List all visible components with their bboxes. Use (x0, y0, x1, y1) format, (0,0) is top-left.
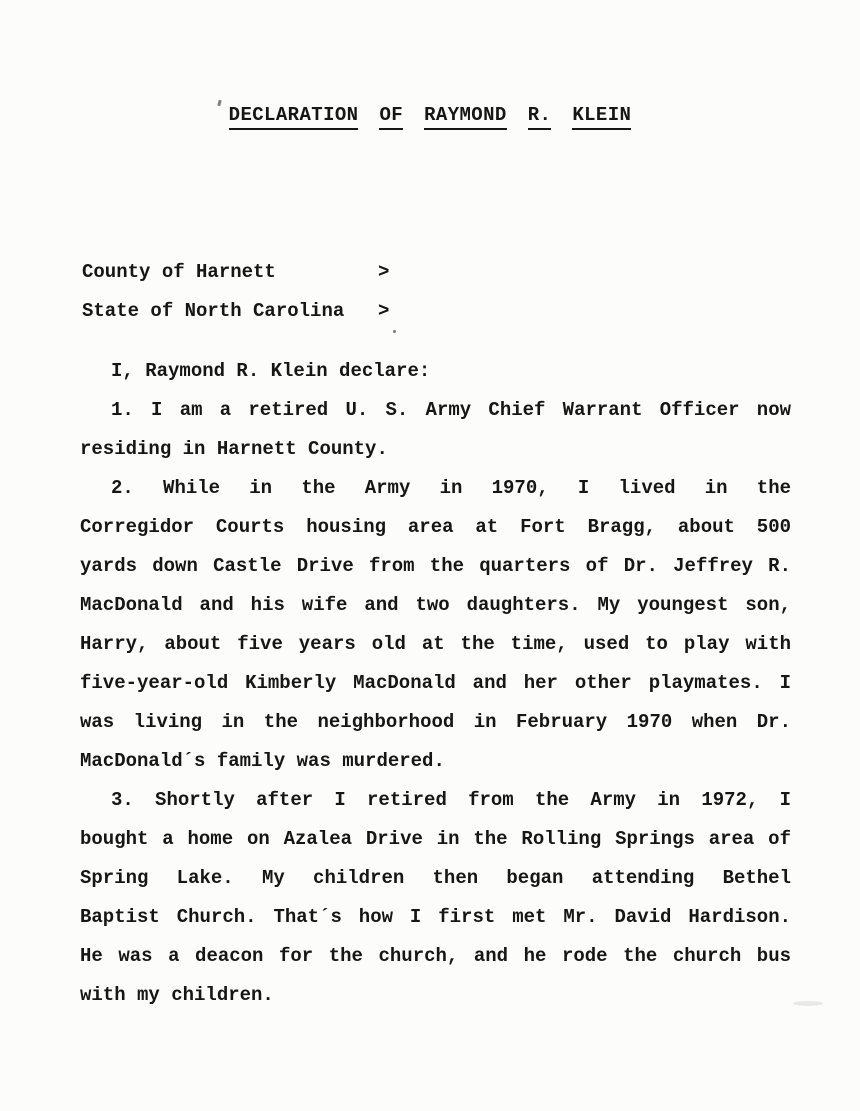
venue-state-text: State of North Carolina (82, 300, 345, 322)
body-line-p3-2: bought a home on Azalea Drive in the Rolling Springs area of (80, 828, 791, 850)
body-line-p2-3: yards down Castle Drive from the quarters of Dr. Jeffrey R. (80, 555, 791, 577)
title-word: R. (528, 104, 552, 130)
body-line-p1-1: 1. I am a retired U. S. Army Chief Warrant Officer now (111, 399, 791, 421)
body-line-p3-1: 3. Shortly after I retired from the Army in 1972, I (111, 789, 791, 811)
title-word: RAYMOND (424, 104, 507, 130)
venue-block (82, 253, 793, 331)
venue-line-state (82, 292, 793, 331)
body-line-p3-4: Baptist Church. That´s how I first met Mr. David Hardison. (80, 906, 791, 928)
body-line-p2-7: was living in the neighborhood in February 1970 when Dr. (80, 711, 791, 733)
body-line-p2-6: five-year-old Kimberly MacDonald and her other playmates. I (80, 672, 791, 694)
body-line-p2-5: Harry, about five years old at the time, used to play with (80, 633, 791, 655)
title-word: OF (379, 104, 403, 130)
body-line-p2-4: MacDonald and his wife and two daughters. My youngest son, (80, 594, 791, 616)
scan-smudge (793, 1001, 823, 1006)
body-line-declare-intro: I, Raymond R. Klein declare: (111, 360, 431, 382)
venue-county-text: County of Harnett (82, 261, 276, 283)
body-line-p2-1: 2. While in the Army in 1970, I lived in the (111, 477, 791, 499)
venue-bracket: > (378, 261, 390, 283)
body-line-p3-5: He was a deacon for the church, and he rode the church bus (80, 945, 791, 967)
body-line-p3-3: Spring Lake. My children then began attending Bethel (80, 867, 791, 889)
document-title (0, 104, 860, 126)
venue-line-county (82, 253, 793, 292)
title-word: DECLARATION (229, 104, 359, 130)
title-word: KLEIN (572, 104, 631, 130)
body-line-p3-6: with my children. (80, 984, 274, 1006)
body-line-p2-8: MacDonald´s family was murdered. (80, 750, 445, 772)
body-line-p2-2: Corregidor Courts housing area at Fort Bragg, about 500 (80, 516, 791, 538)
venue-bracket: > (378, 300, 390, 322)
body-line-p1-2: residing in Harnett County. (80, 438, 388, 460)
document-body (80, 352, 791, 1015)
